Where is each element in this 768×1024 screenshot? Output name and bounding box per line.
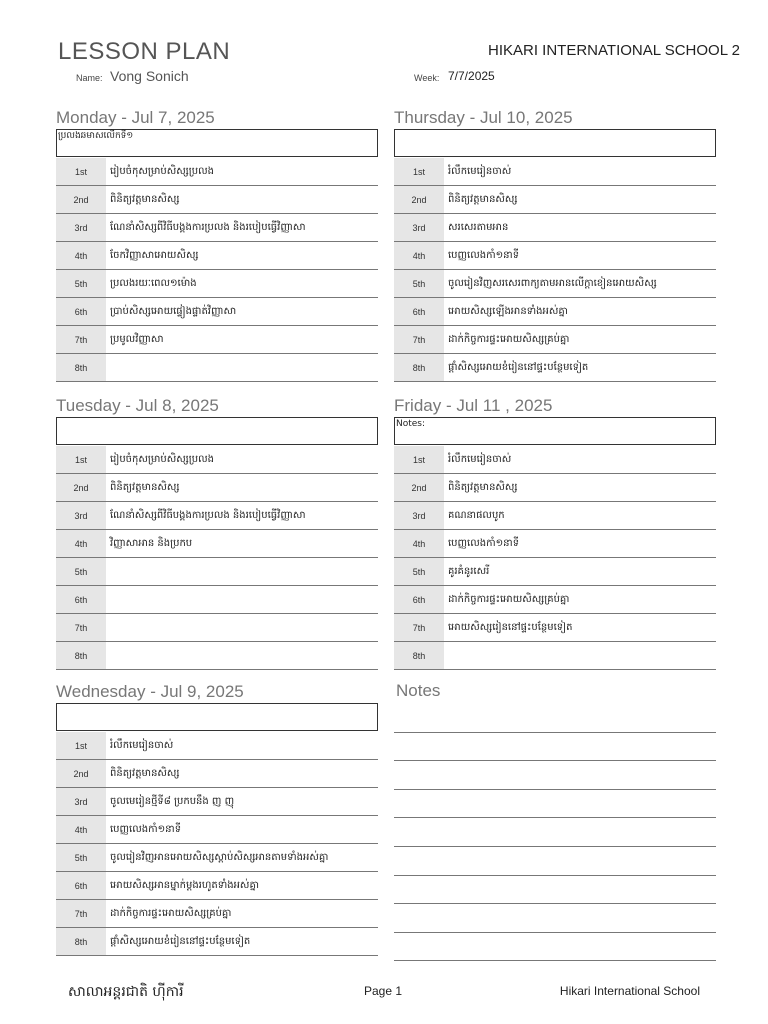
period-row[interactable]: [394, 502, 716, 530]
period-row[interactable]: [394, 642, 716, 670]
period-number: 7th: [56, 614, 106, 641]
period-number: 3rd: [56, 502, 106, 529]
period-number: 4th: [56, 242, 106, 269]
day-note: ប្រលងឆមាសលើកទី១: [58, 131, 134, 141]
period-row[interactable]: [394, 586, 716, 614]
period-row[interactable]: [394, 446, 716, 474]
period-number: 7th: [394, 326, 444, 353]
day-heading: Monday - Jul 7, 2025: [56, 108, 215, 127]
period-row[interactable]: [56, 928, 378, 956]
period-row[interactable]: [56, 586, 378, 614]
period-text: ពិនិត្យវត្តមានសិស្ស: [110, 194, 180, 205]
notes-line[interactable]: [394, 933, 716, 962]
period-row[interactable]: [56, 900, 378, 928]
day-heading: Tuesday - Jul 8, 2025: [56, 396, 219, 415]
period-row[interactable]: [394, 614, 716, 642]
period-number: 4th: [56, 816, 106, 843]
period-number: 4th: [56, 530, 106, 557]
day-tuesday: [56, 395, 378, 670]
period-list: [394, 158, 716, 382]
period-text: ណែនាំសិស្សពីវិធីបង្គងការប្រលង និងរបៀបធ្វើវិញ្ញាសា: [110, 222, 306, 233]
period-row[interactable]: [56, 760, 378, 788]
period-row[interactable]: [394, 186, 716, 214]
period-row[interactable]: [394, 158, 716, 186]
period-text: បេញ្ញលេងកាំ១នាទី: [110, 824, 182, 835]
period-text: បេញ្ញលេងកាំ១នាទី: [448, 538, 520, 549]
day-monday: [56, 107, 378, 382]
period-number: 8th: [56, 928, 106, 955]
notes-line[interactable]: [394, 847, 716, 876]
period-number: 2nd: [56, 474, 106, 501]
day-note-box[interactable]: [394, 129, 716, 157]
period-text: ណែនាំសិស្សពីវិធីបង្គងការប្រលង និងរបៀបធ្វើវិញ្ញាសា: [110, 510, 306, 521]
period-text: ប្រលងរយៈពេល១ម៉ោង: [110, 278, 197, 289]
period-row[interactable]: [394, 298, 716, 326]
notes-line[interactable]: [394, 733, 716, 762]
period-number: 1st: [56, 158, 106, 185]
notes-line[interactable]: [394, 704, 716, 733]
period-number: 5th: [394, 558, 444, 585]
day-heading: Friday - Jul 11 , 2025: [394, 396, 553, 415]
notes-lines[interactable]: [394, 704, 716, 961]
period-text: ផ្តាំសិស្សអោយខំរៀននៅផ្ទះបន្ថែមទៀត: [110, 936, 251, 947]
period-number: 6th: [56, 298, 106, 325]
period-number: 6th: [56, 872, 106, 899]
period-row[interactable]: [56, 816, 378, 844]
period-text: [106, 354, 378, 381]
period-row[interactable]: [394, 530, 716, 558]
period-row[interactable]: [56, 214, 378, 242]
period-list: [56, 732, 378, 956]
period-number: 2nd: [56, 186, 106, 213]
period-text: រំលឹកមេរៀនចាស់: [448, 454, 512, 465]
period-number: 4th: [394, 530, 444, 557]
day-wednesday: [56, 681, 378, 956]
footer-school-khmer: សាលាអន្តរជាតិ ហ៊ីការី: [68, 984, 184, 1000]
notes-line[interactable]: [394, 876, 716, 905]
period-row[interactable]: [394, 242, 716, 270]
period-text: ដាក់កិច្ចការផ្ទះអោយសិស្សគ្រប់គ្នា: [448, 334, 570, 345]
period-number: 6th: [394, 586, 444, 613]
period-number: 8th: [56, 354, 106, 381]
notes-line[interactable]: [394, 818, 716, 847]
period-number: 3rd: [56, 788, 106, 815]
period-row[interactable]: [56, 158, 378, 186]
period-text: ប្រមូលវិញ្ញាសា: [110, 334, 164, 345]
period-text: ពិនិត្យវត្តមានសិស្ស: [448, 482, 518, 493]
period-row[interactable]: [56, 186, 378, 214]
period-row[interactable]: [56, 242, 378, 270]
school-name: HIKARI INTERNATIONAL SCHOOL 2: [488, 42, 740, 59]
period-text: បេញ្ញលេងកាំ១នាទី: [448, 250, 520, 261]
period-text: ប្រាប់សិស្សអោយផ្ទៀងផ្ទាត់វិញ្ញាសា: [110, 306, 237, 317]
period-number: 1st: [56, 446, 106, 473]
period-number: 2nd: [56, 760, 106, 787]
period-row[interactable]: [56, 788, 378, 816]
day-friday: [394, 395, 716, 670]
period-number: 7th: [56, 900, 106, 927]
period-text: ដាក់កិច្ចការផ្ទះអោយសិស្សគ្រប់គ្នា: [448, 594, 570, 605]
period-row[interactable]: [56, 642, 378, 670]
day-note: Notes:: [396, 419, 426, 429]
period-list: [56, 446, 378, 670]
footer-school: Hikari International School: [559, 984, 700, 998]
period-text: ពិនិត្យវត្តមានសិស្ស: [448, 194, 518, 205]
period-number: 1st: [394, 158, 444, 185]
period-text: វិញ្ញាសាអាន និងប្រកប: [110, 538, 193, 549]
period-number: 5th: [56, 844, 106, 871]
period-text: [106, 642, 378, 669]
period-text: ពិនិត្យវត្តមានសិស្ស: [110, 768, 180, 779]
period-text: អោយសិស្សឡើងអានទាំងអស់គ្នា: [448, 306, 568, 317]
day-note-box[interactable]: [394, 417, 716, 445]
period-row[interactable]: [56, 530, 378, 558]
period-text: ផ្តាំសិស្សអោយខំរៀននៅផ្ទះបន្ថែមទៀត: [448, 362, 589, 373]
day-note-box[interactable]: [56, 417, 378, 445]
name-label: Name:: [76, 73, 103, 83]
period-row[interactable]: [56, 872, 378, 900]
period-number: 7th: [56, 326, 106, 353]
day-heading: Wednesday - Jul 9, 2025: [56, 682, 244, 701]
period-number: 5th: [56, 270, 106, 297]
period-text: គណនាផលបូក: [448, 510, 505, 521]
period-row[interactable]: [56, 446, 378, 474]
period-row[interactable]: [56, 844, 378, 872]
notes-line[interactable]: [394, 904, 716, 933]
period-number: 4th: [394, 242, 444, 269]
week-value: 7/7/2025: [448, 69, 495, 83]
period-number: 1st: [56, 732, 106, 759]
period-number: 8th: [394, 354, 444, 381]
period-text: ចែកវិញ្ញាសាអោយសិស្ស: [110, 250, 199, 261]
notes-line[interactable]: [394, 761, 716, 790]
period-row[interactable]: [56, 614, 378, 642]
period-text: គូរគំនូរសេរី: [448, 566, 490, 577]
period-text: ដាក់កិច្ចការផ្ទះអោយសិស្សគ្រប់គ្នា: [110, 908, 232, 919]
period-row[interactable]: [56, 326, 378, 354]
day-note-box[interactable]: [56, 129, 378, 157]
notes-heading: Notes: [396, 681, 441, 700]
period-row[interactable]: [56, 474, 378, 502]
period-row[interactable]: [56, 270, 378, 298]
period-number: 7th: [394, 614, 444, 641]
period-number: 8th: [394, 642, 444, 669]
period-number: 2nd: [394, 186, 444, 213]
period-row[interactable]: [394, 326, 716, 354]
period-number: 5th: [56, 558, 106, 585]
period-row[interactable]: [56, 298, 378, 326]
period-text: អោយសិស្សរៀននៅផ្ទះបន្ថែមទៀត: [448, 622, 573, 633]
period-row[interactable]: [394, 270, 716, 298]
period-number: 2nd: [394, 474, 444, 501]
period-text: ពិនិត្យវត្តមានសិស្ស: [110, 482, 180, 493]
teacher-name: Vong Sonich: [110, 68, 189, 84]
period-number: 3rd: [394, 214, 444, 241]
day-heading: Thursday - Jul 10, 2025: [394, 108, 573, 127]
period-text: សរសេរតាមអាន: [448, 222, 509, 233]
period-number: 3rd: [394, 502, 444, 529]
period-list: [394, 446, 716, 670]
period-list: [56, 158, 378, 382]
period-text: ចូលមេរៀនថ្មីទី៨ ប្រកបនឹង ញ ញុ: [110, 796, 235, 807]
notes-line[interactable]: [394, 790, 716, 819]
period-text: រៀបចំកុសម្រាប់សិស្សប្រលង: [110, 166, 214, 177]
period-number: 5th: [394, 270, 444, 297]
period-row[interactable]: [56, 558, 378, 586]
period-row[interactable]: [56, 502, 378, 530]
period-number: 6th: [56, 586, 106, 613]
period-text: រំលឹកមេរៀនចាស់: [110, 740, 174, 751]
period-text: [106, 614, 378, 641]
period-text: រំលឹកមេរៀនចាស់: [448, 166, 512, 177]
period-text: ចូលរៀនវិញសរសេរពាក្យតាមអានលើក្តាខៀនអោយសិស្ស: [448, 278, 657, 289]
period-text: [106, 558, 378, 585]
period-number: 8th: [56, 642, 106, 669]
page-number: Page 1: [364, 984, 403, 998]
period-row[interactable]: [394, 474, 716, 502]
period-row[interactable]: [394, 354, 716, 382]
period-text: ចូលរៀនវិញអានអោយសិស្សស្តាប់សិស្សអានតាមទាំងអស់គ្នា: [110, 852, 329, 863]
period-row[interactable]: [394, 558, 716, 586]
period-text: [444, 642, 716, 669]
week-label: Week:: [414, 73, 440, 83]
day-thursday: [394, 107, 716, 382]
period-text: អោយសិស្សអានម្នាក់ម្តងរហូតទាំងអស់គ្នា: [110, 880, 259, 891]
period-row[interactable]: [56, 354, 378, 382]
period-number: 3rd: [56, 214, 106, 241]
page-title: LESSON PLAN: [58, 38, 231, 65]
period-number: 1st: [394, 446, 444, 473]
period-text: [106, 586, 378, 613]
day-note-box[interactable]: [56, 703, 378, 731]
period-text: រៀបចំកុសម្រាប់សិស្សប្រលង: [110, 454, 214, 465]
period-number: 6th: [394, 298, 444, 325]
period-row[interactable]: [394, 214, 716, 242]
period-row[interactable]: [56, 732, 378, 760]
